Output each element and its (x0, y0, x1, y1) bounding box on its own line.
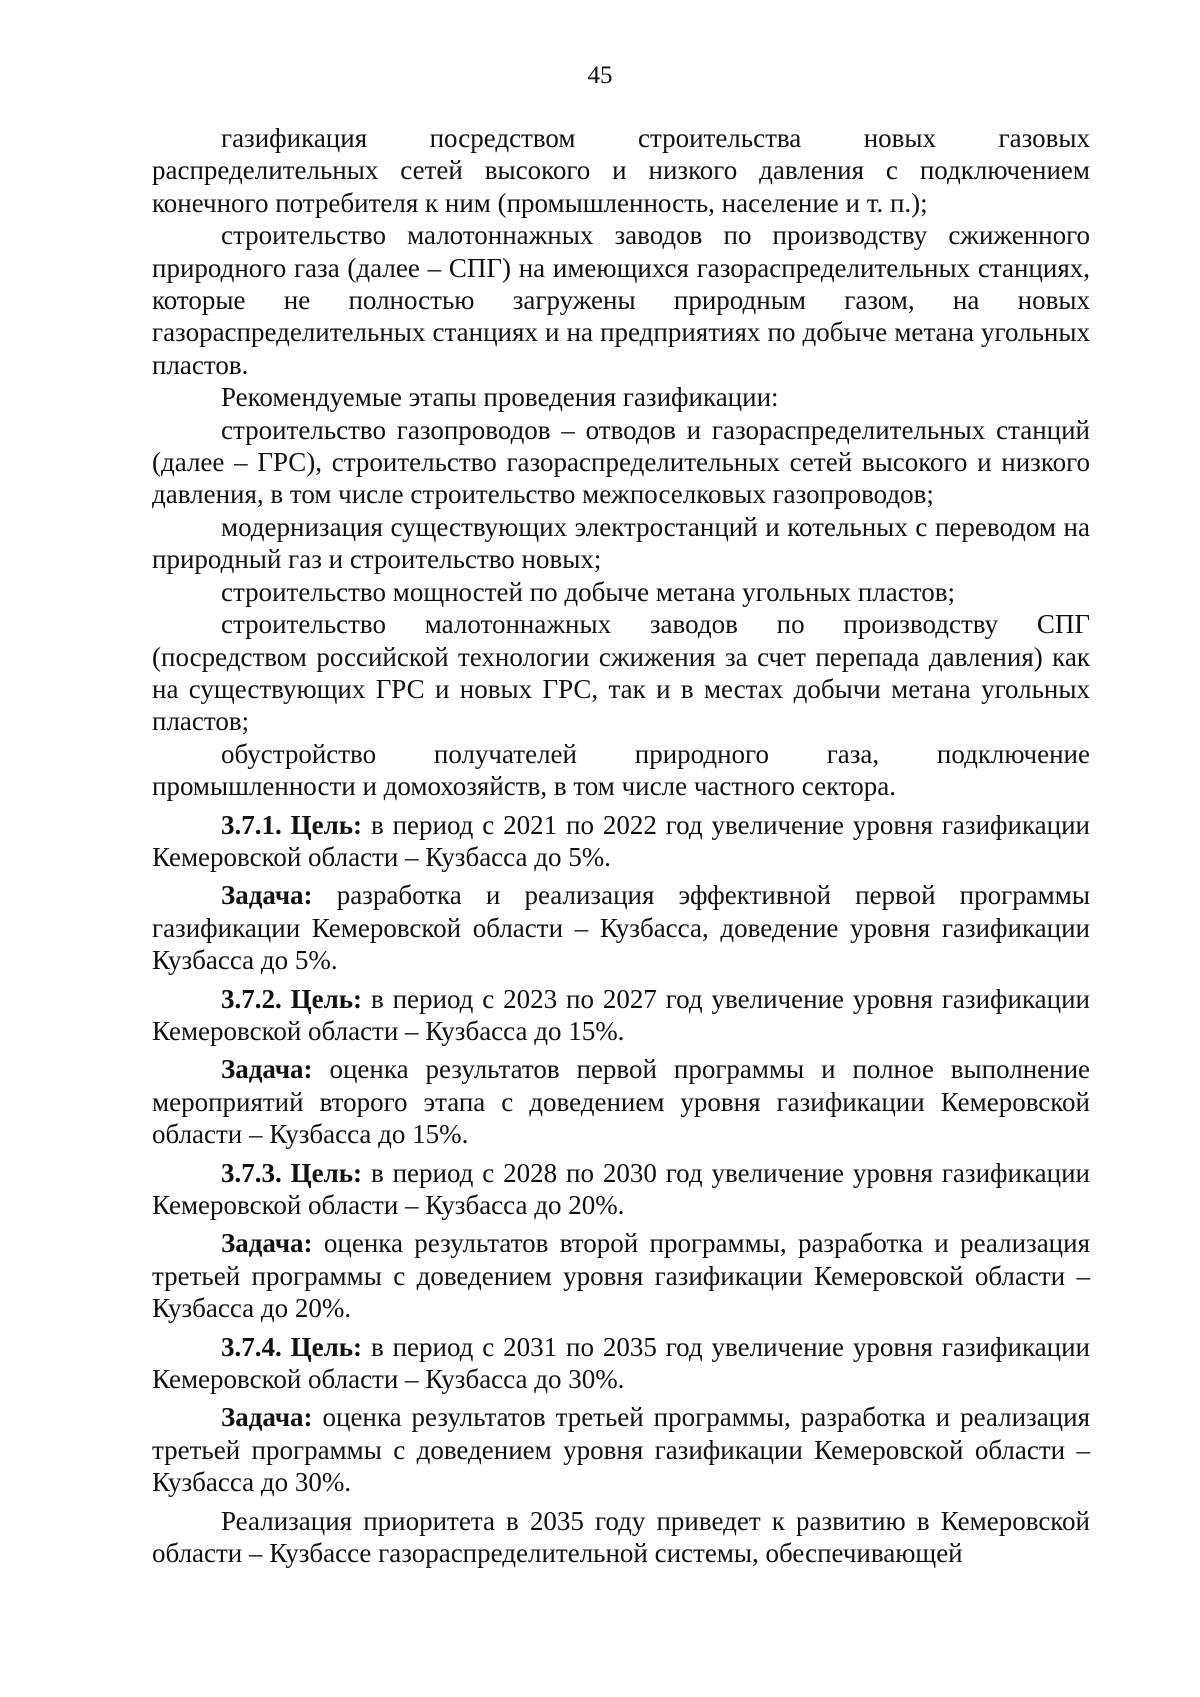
page-number: 45 (587, 62, 613, 89)
goal-text: в период с 2031 по 2035 год увеличение уровня газификации Кемеровской области – Кузбасса до 30%. (152, 1331, 1091, 1395)
task-text: оценка результатов первой программы и полное выполнение мероприятий второго этапа с доведением уровня газификации Кемеровской области – Кузбасса до 15%. (152, 1054, 1091, 1150)
task-label: Задача: (221, 1054, 313, 1085)
section-task-3-7-3 (152, 1227, 1090, 1324)
task-text: разработка и реализация эффективной первой программы газификации Кемеровской области – Кузбасса, доведение уровня газификации Кузбасса до 5%. (152, 880, 1090, 976)
goal-text: в период с 2028 по 2030 год увеличение уровня газификации Кемеровской области – Кузбасса до 20%. (152, 1157, 1091, 1220)
paragraph: строительство газопроводов – отводов и газораспределительных станций (далее – ГРС), строительство газораспределительных сетей высокого и низкого давления, в том числе строительство межпоселковых газопроводов; (152, 414, 1090, 510)
section-task-3-7-4 (152, 1401, 1090, 1498)
paragraph: Рекомендуемые этапы проведения газификации: (221, 382, 779, 413)
section-number: 3.7.2. (221, 983, 282, 1014)
goal-label: Цель: (290, 983, 363, 1014)
section-goal-3-7-3 (152, 1157, 1090, 1222)
goal-label: Цель: (290, 1331, 363, 1362)
section-number: 3.7.1. (221, 809, 282, 840)
body-text (152, 122, 1090, 1569)
task-text: оценка результатов второй программы, разработка и реализация третьей программы с доведением уровня газификации Кемеровской области – Кузбасса до 20%. (152, 1228, 1090, 1324)
section-goal-3-7-2 (152, 983, 1090, 1048)
task-label: Задача: (221, 880, 313, 911)
section-number: 3.7.4. (221, 1331, 282, 1362)
paragraph: газификация посредством строительства новых газовых распределительных сетей высокого и низкого давления с подключением конечного потребителя к ним (промышленность, население и т. п.); (152, 123, 1090, 218)
goal-label: Цель: (290, 1157, 363, 1188)
closing-paragraph: Реализация приоритета в 2035 году приведет к развитию в Кемеровской области – Кузбассе газораспределительной системы, обеспечивающей (152, 1505, 1090, 1569)
task-text: оценка результатов третьей программы, разработка и реализация третьей программы с доведением уровня газификации Кемеровской области – Кузбасса до 30%. (152, 1402, 1090, 1498)
section-goal-3-7-4 (152, 1331, 1090, 1396)
task-label: Задача: (221, 1228, 313, 1259)
task-label: Задача: (221, 1402, 313, 1433)
section-task-3-7-2 (152, 1053, 1090, 1150)
paragraph: строительство малотоннажных заводов по производству СПГ (посредством российской технологии сжижения за счет перепада давления) как на существующих ГРС и новых ГРС, так и в местах добычи метана угольных пластов; (152, 609, 1090, 737)
goal-text: в период с 2023 по 2027 год увеличение уровня газификации Кемеровской области – Кузбасса до 15%. (152, 983, 1091, 1046)
section-number: 3.7.3. (221, 1157, 282, 1188)
section-task-3-7-1 (152, 879, 1090, 976)
goal-label: Цель: (290, 809, 363, 840)
paragraph: строительство мощностей по добыче метана угольных пластов; (221, 576, 955, 607)
paragraph: обустройство получателей природного газа, подключение промышленности и домохозяйств, в том числе частного сектора. (152, 738, 1090, 802)
goal-text: в период с 2021 по 2022 год увеличение уровня газификации Кемеровской области – Кузбасса до 5%. (152, 809, 1091, 872)
section-goal-3-7-1 (152, 809, 1090, 874)
paragraph: строительство малотоннажных заводов по производству сжиженного природного газа (далее – СПГ) на имеющихся газораспределительных станциях, которые не полностью загружены природным газом, на новых газораспределительных станциях и на предприятиях по добыче метана угольных пластов. (152, 220, 1090, 380)
paragraph: модернизация существующих электростанций и котельных с переводом на природный газ и строительство новых; (152, 511, 1090, 575)
